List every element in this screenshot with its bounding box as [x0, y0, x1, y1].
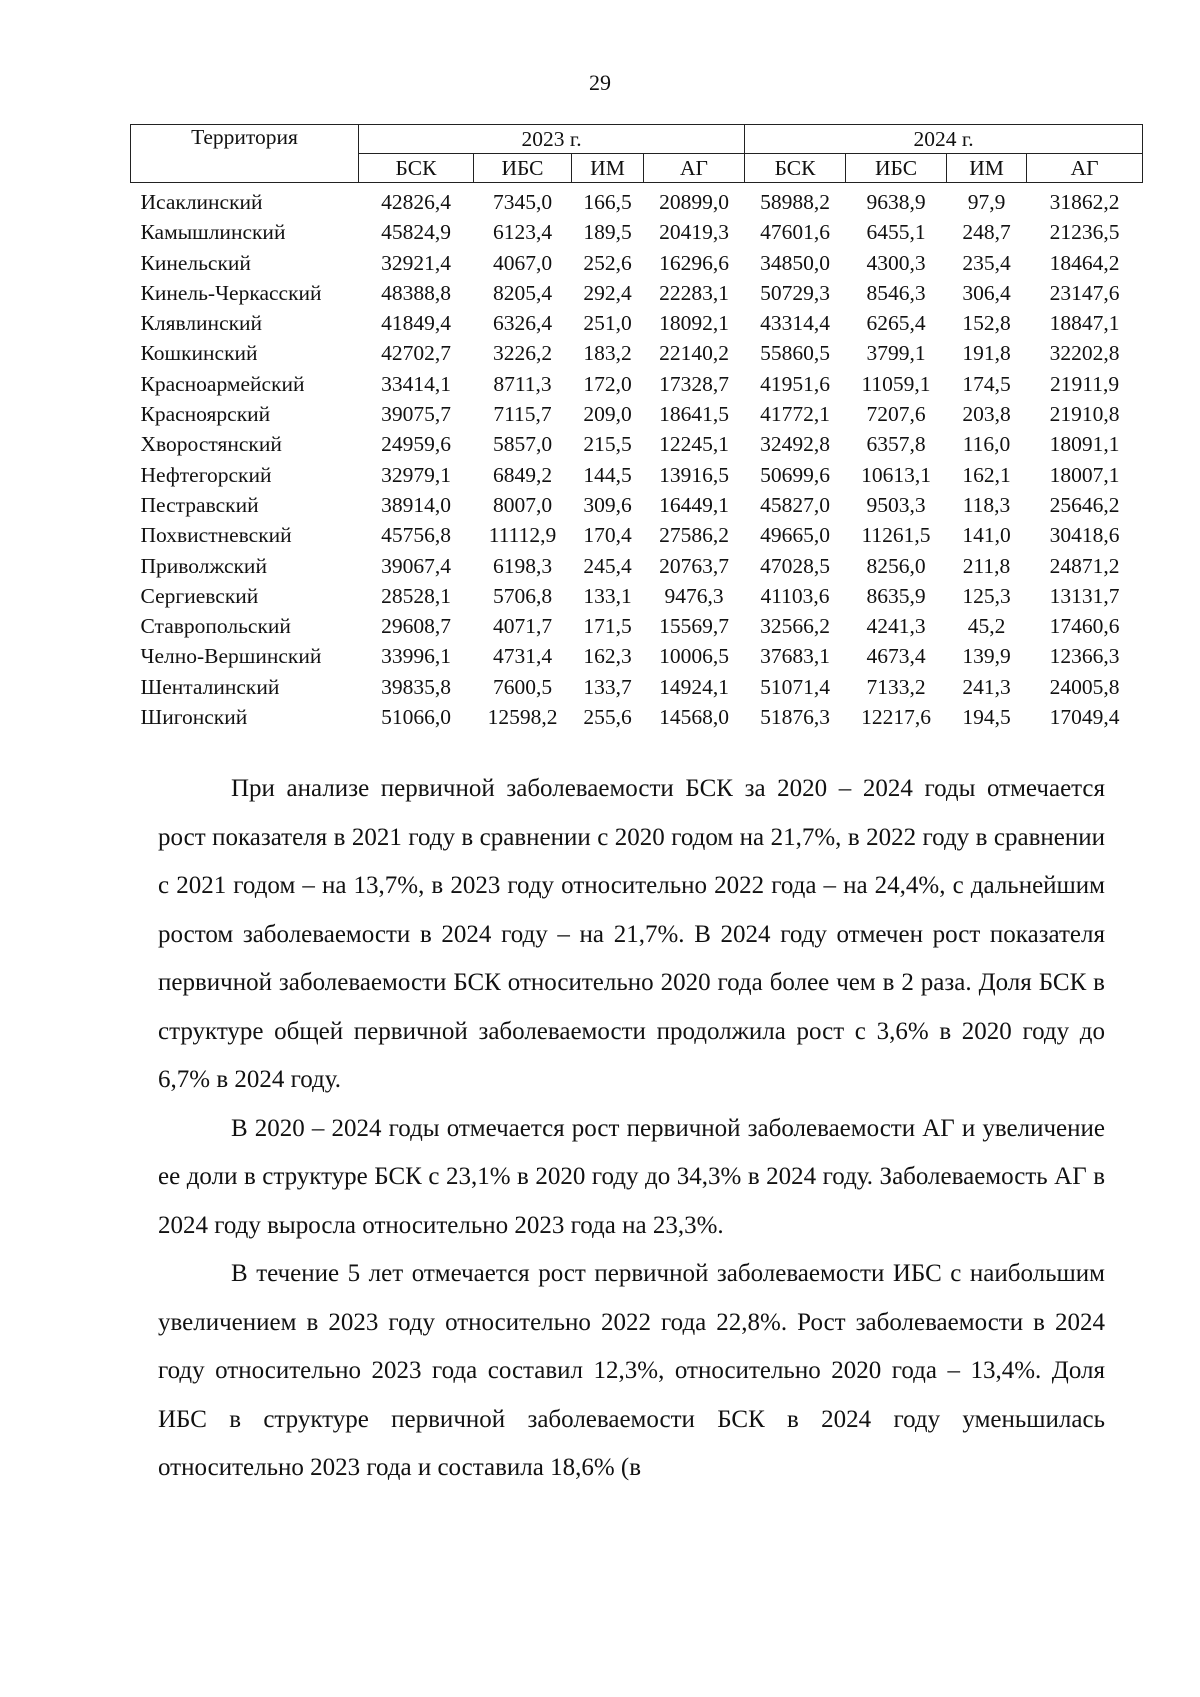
table-cell: 45756,8 — [381, 523, 451, 548]
incidence-table — [130, 124, 1143, 732]
header-col: АГ — [644, 154, 745, 183]
table-cell: 51876,3 — [760, 705, 830, 730]
table-cell: 12245,1 — [659, 432, 729, 457]
table-row — [131, 217, 1143, 247]
table-cell: 4241,3 — [866, 614, 926, 639]
territory-name: Хворостянский — [140, 432, 282, 457]
table-cell: 4067,0 — [492, 250, 553, 275]
table-cell: 13916,5 — [659, 462, 729, 487]
table-cell: 22283,1 — [659, 280, 729, 305]
table-cell: 39067,4 — [381, 553, 451, 578]
table-row — [131, 672, 1143, 702]
table-cell: 55860,5 — [760, 341, 830, 366]
table-cell: 31862,2 — [1049, 190, 1120, 214]
territory-name: Нефтегорский — [140, 462, 272, 487]
table-cell: 41849,4 — [381, 311, 451, 336]
table-cell: 45827,0 — [760, 492, 830, 517]
table-cell: 7115,7 — [493, 402, 552, 427]
territory-name: Кошкинский — [140, 341, 258, 366]
table-cell: 11059,1 — [861, 371, 931, 396]
table-cell: 194,5 — [962, 705, 1011, 730]
table-row — [131, 248, 1143, 278]
table-cell: 14924,1 — [659, 674, 729, 699]
territory-name: Красноармейский — [140, 371, 305, 396]
territory-name: Исаклинский — [140, 190, 263, 214]
table-cell: 51066,0 — [381, 705, 451, 730]
territory-name: Красноярский — [140, 402, 271, 427]
table-cell: 4673,4 — [866, 644, 926, 669]
table-cell: 18847,1 — [1049, 311, 1120, 336]
table-cell: 162,3 — [583, 644, 632, 669]
table-row — [131, 278, 1143, 308]
table-cell: 116,0 — [962, 432, 1011, 457]
table-cell: 18091,1 — [1049, 432, 1120, 457]
table-cell: 49665,0 — [760, 523, 830, 548]
table-header — [131, 125, 1143, 183]
table-cell: 18641,5 — [659, 402, 729, 427]
table-cell: 11112,9 — [488, 523, 557, 548]
table-cell: 41772,1 — [760, 402, 830, 427]
territory-name: Ставропольский — [140, 614, 291, 639]
table-cell: 5706,8 — [492, 583, 553, 608]
table-cell: 7207,6 — [866, 402, 926, 427]
header-col: ИМ — [572, 154, 644, 183]
table-cell: 22140,2 — [659, 341, 729, 366]
table-cell: 144,5 — [583, 462, 632, 487]
territory-name: Пестравский — [140, 492, 259, 517]
table-cell: 58988,2 — [760, 190, 830, 214]
table-cell: 215,5 — [583, 432, 632, 457]
table-cell: 20763,7 — [659, 553, 729, 578]
table-cell: 9503,3 — [866, 492, 926, 517]
table-cell: 6123,4 — [492, 220, 553, 245]
table-cell: 13131,7 — [1049, 583, 1120, 608]
table-row — [131, 399, 1143, 429]
table-cell: 12598,2 — [487, 705, 558, 730]
territory-name: Шигонский — [140, 705, 248, 730]
table-cell: 39075,7 — [381, 402, 451, 427]
table-cell: 4300,3 — [866, 250, 926, 275]
table-cell: 43314,4 — [760, 311, 830, 336]
table-cell: 166,5 — [583, 190, 632, 214]
table-cell: 251,0 — [583, 311, 632, 336]
table-cell: 25646,2 — [1049, 492, 1120, 517]
table-cell: 9638,9 — [866, 190, 926, 214]
table-cell: 245,4 — [583, 553, 632, 578]
table-cell: 17049,4 — [1049, 705, 1120, 730]
table-cell: 30418,6 — [1049, 523, 1120, 548]
territory-name: Кинельский — [140, 250, 251, 275]
table-body — [131, 183, 1143, 733]
table-cell: 11261,5 — [861, 523, 931, 548]
table-cell: 12366,3 — [1049, 644, 1120, 669]
table-cell: 170,4 — [583, 523, 632, 548]
table-cell: 14568,0 — [659, 705, 729, 730]
header-col: ИМ — [947, 154, 1027, 183]
table-cell: 309,6 — [583, 492, 632, 517]
table-cell: 209,0 — [583, 402, 632, 427]
table-cell: 18092,1 — [659, 311, 729, 336]
header-year-2024: 2024 г. — [745, 125, 1143, 154]
table-cell: 118,3 — [962, 492, 1011, 517]
table-cell: 21910,8 — [1049, 402, 1120, 427]
table-cell: 252,6 — [583, 250, 632, 275]
table-cell: 45824,9 — [381, 220, 451, 245]
header-territory: Территория — [131, 125, 359, 183]
table-cell: 17328,7 — [659, 371, 729, 396]
territory-name: Сергиевский — [140, 583, 259, 608]
header-col: АГ — [1027, 154, 1143, 183]
table-cell: 28528,1 — [381, 583, 451, 608]
table-row — [131, 611, 1143, 641]
table-cell: 203,8 — [962, 402, 1011, 427]
table-cell: 34850,0 — [760, 250, 830, 275]
table-cell: 42826,4 — [381, 190, 451, 214]
table-cell: 141,0 — [962, 523, 1011, 548]
table-cell: 6849,2 — [492, 462, 553, 487]
table-cell: 32566,2 — [760, 614, 830, 639]
table-cell: 133,7 — [583, 674, 632, 699]
paragraph: В 2020 – 2024 годы отмечается рост первичной заболеваемости АГ и увеличение ее доли в структуре БСК с 23,1% в 2020 году до 34,3% в 2024 году. Заболеваемость АГ в 2024 году выросла относительно 2023 года на 23,3%. — [158, 1114, 1105, 1239]
table-row — [131, 308, 1143, 338]
table-row — [131, 490, 1143, 520]
table-cell: 125,3 — [962, 583, 1011, 608]
table-cell: 32921,4 — [381, 250, 451, 275]
territory-name: Приволжский — [140, 553, 267, 578]
table-row — [131, 520, 1143, 550]
table-cell: 133,1 — [583, 583, 632, 608]
table-cell: 97,9 — [967, 190, 1006, 214]
table-cell: 32979,1 — [381, 462, 451, 487]
table-cell: 41103,6 — [760, 583, 830, 608]
table-cell: 24871,2 — [1049, 553, 1120, 578]
table-cell: 15569,7 — [659, 614, 729, 639]
table-row — [131, 338, 1143, 368]
table-cell: 33996,1 — [381, 644, 451, 669]
territory-name: Камышлинский — [140, 220, 286, 245]
table-cell: 24005,8 — [1049, 674, 1120, 699]
table-cell: 47601,6 — [760, 220, 830, 245]
table-cell: 211,8 — [962, 553, 1011, 578]
table-cell: 8635,9 — [866, 583, 926, 608]
table-cell: 27586,2 — [659, 523, 729, 548]
table-cell: 6198,3 — [492, 553, 553, 578]
table-cell: 7600,5 — [492, 674, 553, 699]
table-row — [131, 460, 1143, 490]
table-row — [131, 369, 1143, 399]
table-cell: 248,7 — [962, 220, 1011, 245]
header-col: БСК — [359, 154, 474, 183]
table-cell: 20899,0 — [659, 190, 729, 214]
table-row — [131, 641, 1143, 671]
table-cell: 6326,4 — [492, 311, 553, 336]
table-cell: 51071,4 — [760, 674, 830, 699]
page-number: 29 — [589, 70, 611, 95]
table-cell: 8256,0 — [866, 553, 926, 578]
table-cell: 172,0 — [583, 371, 632, 396]
table-cell: 183,2 — [583, 341, 632, 366]
table-cell: 8007,0 — [492, 492, 553, 517]
table-cell: 6265,4 — [866, 311, 926, 336]
table-cell: 41951,6 — [760, 371, 830, 396]
table-row — [131, 183, 1143, 218]
table-cell: 37683,1 — [760, 644, 830, 669]
territory-name: Шенталинский — [140, 674, 280, 699]
table-cell: 33414,1 — [381, 371, 451, 396]
table-cell: 8711,3 — [493, 371, 552, 396]
table-cell: 6455,1 — [866, 220, 926, 245]
table-cell: 39835,8 — [381, 674, 451, 699]
table-cell: 16449,1 — [659, 492, 729, 517]
table-row — [131, 551, 1143, 581]
table-cell: 32492,8 — [760, 432, 830, 457]
table-cell: 306,4 — [962, 280, 1011, 305]
table-cell: 3226,2 — [492, 341, 553, 366]
table-cell: 5857,0 — [492, 432, 553, 457]
table-cell: 21236,5 — [1049, 220, 1120, 245]
table-cell: 12217,6 — [861, 705, 931, 730]
header-col: БСК — [745, 154, 846, 183]
territory-name: Клявлинский — [140, 311, 263, 336]
header-year-2023: 2023 г. — [359, 125, 745, 154]
table-cell: 6357,8 — [866, 432, 926, 457]
table-cell: 241,3 — [962, 674, 1011, 699]
header-col: ИБС — [474, 154, 572, 183]
table-cell: 191,8 — [962, 341, 1011, 366]
table-cell: 3799,1 — [866, 341, 926, 366]
table-cell: 32202,8 — [1049, 341, 1120, 366]
table-cell: 16296,6 — [659, 250, 729, 275]
table-cell: 8546,3 — [866, 280, 926, 305]
table-cell: 18464,2 — [1049, 250, 1120, 275]
table-cell: 17460,6 — [1049, 614, 1120, 639]
table-cell: 29608,7 — [381, 614, 451, 639]
territory-name: Похвистневский — [140, 523, 292, 548]
table-cell: 10006,5 — [659, 644, 729, 669]
table-cell: 48388,8 — [381, 280, 451, 305]
table-cell: 24959,6 — [381, 432, 451, 457]
table-cell: 171,5 — [583, 614, 632, 639]
table-cell: 7133,2 — [866, 674, 926, 699]
table-cell: 4731,4 — [492, 644, 553, 669]
table-cell: 139,9 — [962, 644, 1011, 669]
table-cell: 47028,5 — [760, 553, 830, 578]
territory-name: Кинель-Черкасский — [140, 280, 322, 305]
table-cell: 18007,1 — [1049, 462, 1120, 487]
table-row — [131, 429, 1143, 459]
table-cell: 235,4 — [962, 250, 1011, 275]
body-text — [158, 765, 1105, 1493]
table-cell: 162,1 — [962, 462, 1011, 487]
table-cell: 189,5 — [583, 220, 632, 245]
table-cell: 50699,6 — [760, 462, 830, 487]
table-cell: 8205,4 — [492, 280, 553, 305]
table-cell: 4071,7 — [492, 614, 553, 639]
table-cell: 152,8 — [962, 311, 1011, 336]
table-cell: 292,4 — [583, 280, 632, 305]
table-cell: 45,2 — [967, 614, 1006, 639]
table-row — [131, 702, 1143, 732]
header-col: ИБС — [846, 154, 947, 183]
paragraph: В течение 5 лет отмечается рост первичной заболеваемости ИБС с наибольшим увеличением в 2023 году относительно 2022 года 22,8%. Рост заболеваемости в 2024 году относительно 2023 года составил 12,3%, относительно 2020 года – 13,4%. Доля ИБС в структуре первичной заболеваемости БСК в 2024 году уменьшилась относительно 2023 года и составила 18,6% (в — [158, 1260, 1105, 1481]
table-cell: 38914,0 — [381, 492, 451, 517]
table-cell: 10613,1 — [861, 462, 931, 487]
paragraph: При анализе первичной заболеваемости БСК за 2020 – 2024 годы отмечается рост показателя в 2021 году в сравнении с 2020 годом на 21,7%, в 2022 году в сравнении с 2021 годом – на 13,7%, в 2023 году относительно 2022 года – на 24,4%, с дальнейшим ростом заболеваемости в 2024 году – на 21,7%. В 2024 году отмечен рост показателя первичной заболеваемости БСК относительно 2020 года более чем в 2 раза. Доля БСК в структуре общей первичной заболеваемости продолжила рост с 3,6% в 2020 году до 6,7% в 2024 году. — [158, 775, 1105, 1093]
table-cell: 23147,6 — [1049, 280, 1120, 305]
table-row — [131, 581, 1143, 611]
table-cell: 174,5 — [962, 371, 1011, 396]
table-cell: 9476,3 — [664, 583, 724, 608]
territory-name: Челно-Вершинский — [140, 644, 322, 669]
table-cell: 20419,3 — [659, 220, 729, 245]
table-cell: 50729,3 — [760, 280, 830, 305]
table-cell: 42702,7 — [381, 341, 451, 366]
table-cell: 255,6 — [583, 705, 632, 730]
table-cell: 21911,9 — [1050, 371, 1120, 396]
table-cell: 7345,0 — [492, 190, 553, 214]
